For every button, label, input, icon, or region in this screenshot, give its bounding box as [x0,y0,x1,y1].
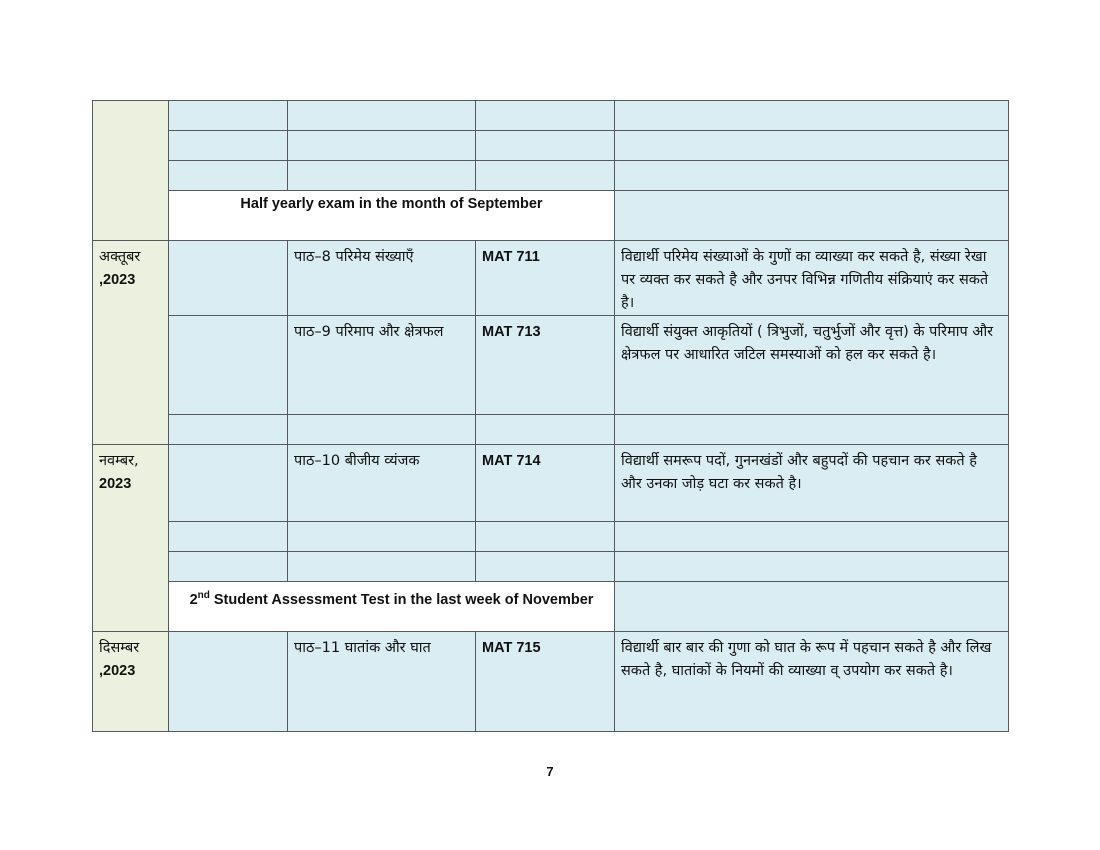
table-cell [615,131,1009,161]
lesson-name: पाठ–8 परिमेय संख्याएँ [288,241,476,316]
table-cell [169,445,288,522]
table-cell [169,101,288,131]
table-cell [288,101,476,131]
table-cell [169,415,288,445]
table-cell [169,552,288,582]
table-cell [169,316,288,415]
table-cell [288,522,476,552]
table-row [93,161,1009,191]
table-row [93,316,1009,415]
table-cell [169,632,288,732]
table-cell [476,161,615,191]
table-row [93,191,1009,241]
month-cell-november [93,445,169,632]
half-yearly-exam-note: Half yearly exam in the month of September [169,191,615,241]
table-cell [476,552,615,582]
lesson-code: MAT 713 [476,316,615,415]
table-cell [615,522,1009,552]
assessment-text: Student Assessment Test in the last week of November [209,591,594,608]
table-row [93,582,1009,632]
lesson-name: पाठ–10 बीजीय व्यंजक [288,445,476,522]
table-cell [169,131,288,161]
lesson-code: MAT 714 [476,445,615,522]
month-year: ,2023 [99,272,136,288]
lesson-name: पाठ–11 घातांक और घात [288,632,476,732]
lesson-code: MAT 715 [476,632,615,732]
page-number: 7 [546,764,554,779]
table-row [93,552,1009,582]
curriculum-table [92,100,1009,732]
table-row [93,522,1009,552]
table-row [93,241,1009,316]
learning-outcome: विद्यार्थी संयुक्त आकृतियों ( त्रिभुजों, चतुर्भुजों और वृत्त) के परिमाप और क्षेत्रफल पर आधारित जटिल समस्याओं को हल कर सकते है। [615,316,1009,415]
table-row [93,415,1009,445]
table-cell [288,161,476,191]
table-row [93,101,1009,131]
month-name: नवम्बर, [99,453,139,469]
table-cell [476,415,615,445]
learning-outcome: विद्यार्थी परिमेय संख्याओं के गुणों का व्याख्या कर सकते है, संख्या रेखा पर व्यक्त कर सकते है और उनपर विभिन्न गणितीय संक्रियाएं कर सकते है। [615,241,1009,316]
assessment-test-note [169,582,615,632]
month-year: ,2023 [99,663,136,679]
table-cell [476,101,615,131]
table-cell [169,161,288,191]
month-cell-december [93,632,169,732]
assessment-ordinal-suffix: nd [197,590,210,601]
table-row [93,131,1009,161]
table-cell [615,552,1009,582]
month-name: अक्तूबर [99,249,141,265]
learning-outcome: विद्यार्थी समरूप पदों, गुननखंडों और बहुपदों की पहचान कर सकते है और उनका जोड़ घटा कर सकते है। [615,445,1009,522]
table-cell [288,552,476,582]
table-cell [476,131,615,161]
lesson-code: MAT 711 [476,241,615,316]
month-name: दिसम्बर [99,640,140,656]
table-row [93,445,1009,522]
table-cell [615,101,1009,131]
table-cell [288,131,476,161]
month-year: 2023 [99,476,132,492]
assessment-ordinal: 2 [189,591,198,608]
month-cell-october [93,241,169,445]
table-cell [615,191,1009,241]
lesson-name: पाठ–9 परिमाप और क्षेत्रफल [288,316,476,415]
learning-outcome: विद्यार्थी बार बार की गुणा को घात के रूप में पहचान सकते है और लिख सकते है, घातांकों के नियमों की व्याख्या व् उपयोग कर सकते है। [615,632,1009,732]
table-cell [476,522,615,552]
table-cell [615,582,1009,632]
table-cell [169,522,288,552]
table-cell [169,241,288,316]
month-cell-empty [93,101,169,241]
table-cell [615,415,1009,445]
table-cell [288,415,476,445]
table-row [93,632,1009,732]
table-cell [615,161,1009,191]
